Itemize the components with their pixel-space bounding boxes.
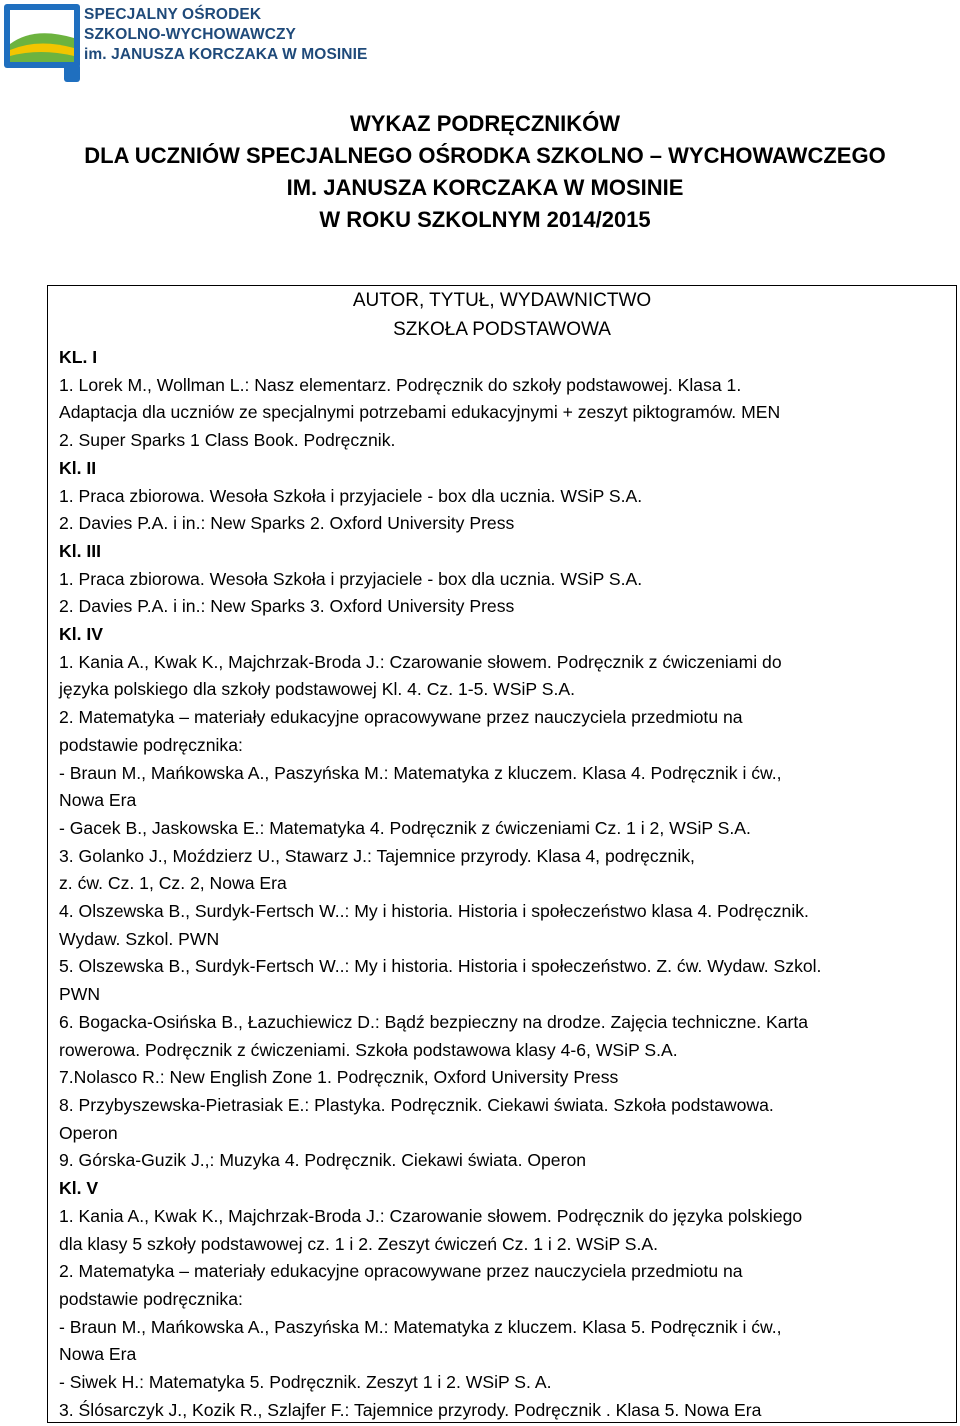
list-item: dla klasy 5 szkoły podstawowej cz. 1 i 2. Zeszyt ćwiczeń Cz. 1 i 2. WSiP S.A.	[59, 1233, 659, 1254]
list-item: z. ćw. Cz. 1, Cz. 2, Nowa Era	[59, 873, 287, 894]
list-item: 9. Górska-Guzik J.,: Muzyka 4. Podręcznik. Ciekawi świata. Operon	[59, 1150, 587, 1171]
list-item: 1. Praca zbiorowa. Wesoła Szkoła i przyjaciele - box dla ucznia. WSiP S.A.	[59, 568, 643, 589]
list-item: - Braun M., Mańkowska A., Paszyńska M.: Matematyka z kluczem. Klasa 4. Podręcznik i ćw.,	[59, 762, 782, 783]
table-header-section: SZKOŁA PODSTAWOWA	[393, 319, 611, 340]
list-item: 3. Golanko J., Moździerz U., Stawarz J.: Tajemnice przyrody. Klasa 4, podręcznik,	[59, 845, 695, 866]
logo-line-2: SZKOLNO-WYCHOWAWCZY	[84, 26, 296, 43]
class-heading: KL. I	[59, 347, 98, 367]
list-item: 4. Olszewska B., Surdyk-Fertsch W..: My i historia. Historia i społeczeństwo klasa 4. Podręcznik.	[59, 901, 809, 922]
list-item: Nowa Era	[59, 1344, 137, 1365]
class-heading: Kl. II	[59, 457, 97, 478]
list-item: Operon	[59, 1122, 118, 1143]
list-item: Adaptacja dla uczniów ze specjalnymi potrzebami edukacyjnymi + zeszyt piktogramów. MEN	[59, 402, 781, 423]
school-logo	[4, 4, 384, 84]
list-item: 2. Matematyka – materiały edukacyjne opracowywane przez nauczyciela przedmiotu na	[59, 1261, 743, 1282]
list-item: - Braun M., Mańkowska A., Paszyńska M.: Matematyka z kluczem. Klasa 5. Podręcznik i ćw.,	[59, 1316, 782, 1337]
title-line: WYKAZ PODRĘCZNIKÓW	[349, 111, 621, 136]
list-item: 2. Super Sparks 1 Class Book. Podręcznik.	[59, 430, 396, 451]
list-item: 5. Olszewska B., Surdyk-Fertsch W..: My i historia. Historia i społeczeństwo. Z. ćw. Wydaw. Szkol.	[59, 956, 822, 977]
list-item: 8. Przybyszewska-Pietrasiak E.: Plastyka. Podręcznik. Ciekawi świata. Szkoła podstawowa.	[59, 1094, 774, 1115]
textbook-list	[48, 344, 956, 1423]
class-heading: Kl. V	[59, 1178, 99, 1199]
logo-line-1: SPECJALNY OŚRODEK	[84, 6, 262, 23]
list-item: 2. Davies P.A. i in.: New Sparks 2. Oxford University Press	[59, 513, 515, 534]
logo-line-3: im. JANUSZA KORCZAKA W MOSINIE	[84, 46, 368, 63]
list-item: podstawie podręcznika:	[59, 1288, 243, 1309]
list-item: podstawie podręcznika:	[59, 734, 243, 755]
list-item: 1. Kania A., Kwak K., Majchrzak-Broda J.: Czarowanie słowem. Podręcznik do języka polskiego	[59, 1205, 803, 1226]
school-logo-icon	[4, 4, 80, 84]
list-item: Nowa Era	[59, 790, 137, 811]
document-title	[0, 108, 960, 236]
list-item: 7.Nolasco R.: New English Zone 1. Podręcznik, Oxford University Press	[59, 1067, 619, 1088]
list-item: 1. Lorek M., Wollman L.: Nasz elementarz. Podręcznik do szkoły podstawowej. Klasa 1.	[59, 374, 742, 395]
title-line: IM. JANUSZA KORCZAKA W MOSINIE	[286, 175, 684, 200]
list-item: 2. Davies P.A. i in.: New Sparks 3. Oxford University Press	[59, 596, 515, 617]
class-heading: Kl. IV	[59, 624, 103, 645]
title-line: W ROKU SZKOLNYM 2014/2015	[319, 207, 651, 232]
list-item: 6. Bogacka-Osińska B., Łazuchiewicz D.: Bądź bezpieczny na drodze. Zajęcia techniczne. Karta	[59, 1011, 809, 1032]
list-item: języka polskiego dla szkoły podstawowej Kl. 4. Cz. 1-5. WSiP S.A.	[59, 679, 575, 700]
list-item: rowerowa. Podręcznik z ćwiczeniami. Szkoła podstawowa klasy 4-6, WSiP S.A.	[59, 1039, 678, 1060]
logo-text	[84, 5, 367, 65]
textbook-table	[47, 285, 957, 1423]
list-item: 2. Matematyka – materiały edukacyjne opracowywane przez nauczyciela przedmiotu na	[59, 707, 743, 728]
list-item: PWN	[59, 984, 101, 1005]
list-item: - Gacek B., Jaskowska E.: Matematyka 4. Podręcznik z ćwiczeniami Cz. 1 i 2, WSiP S.A.	[59, 817, 751, 838]
list-item: 1. Kania A., Kwak K., Majchrzak-Broda J.: Czarowanie słowem. Podręcznik z ćwiczeniami do	[59, 651, 782, 672]
list-item: 3. Ślósarczyk J., Kozik R., Szlajfer F.: Tajemnice przyrody. Podręcznik . Klasa 5. Nowa Era	[59, 1399, 762, 1420]
list-item: Wydaw. Szkol. PWN	[59, 928, 220, 949]
table-header-columns: AUTOR, TYTUŁ, WYDAWNICTWO	[352, 290, 652, 311]
list-item: 1. Praca zbiorowa. Wesoła Szkoła i przyjaciele - box dla ucznia. WSiP S.A.	[59, 485, 643, 506]
table-header	[48, 286, 956, 344]
list-item: - Siwek H.: Matematyka 5. Podręcznik. Zeszyt 1 i 2. WSiP S. A.	[59, 1372, 552, 1393]
class-heading: Kl. III	[59, 540, 102, 561]
title-line: DLA UCZNIÓW SPECJALNEGO OŚRODKA SZKOLNO – WYCHOWAWCZEGO	[84, 143, 886, 168]
